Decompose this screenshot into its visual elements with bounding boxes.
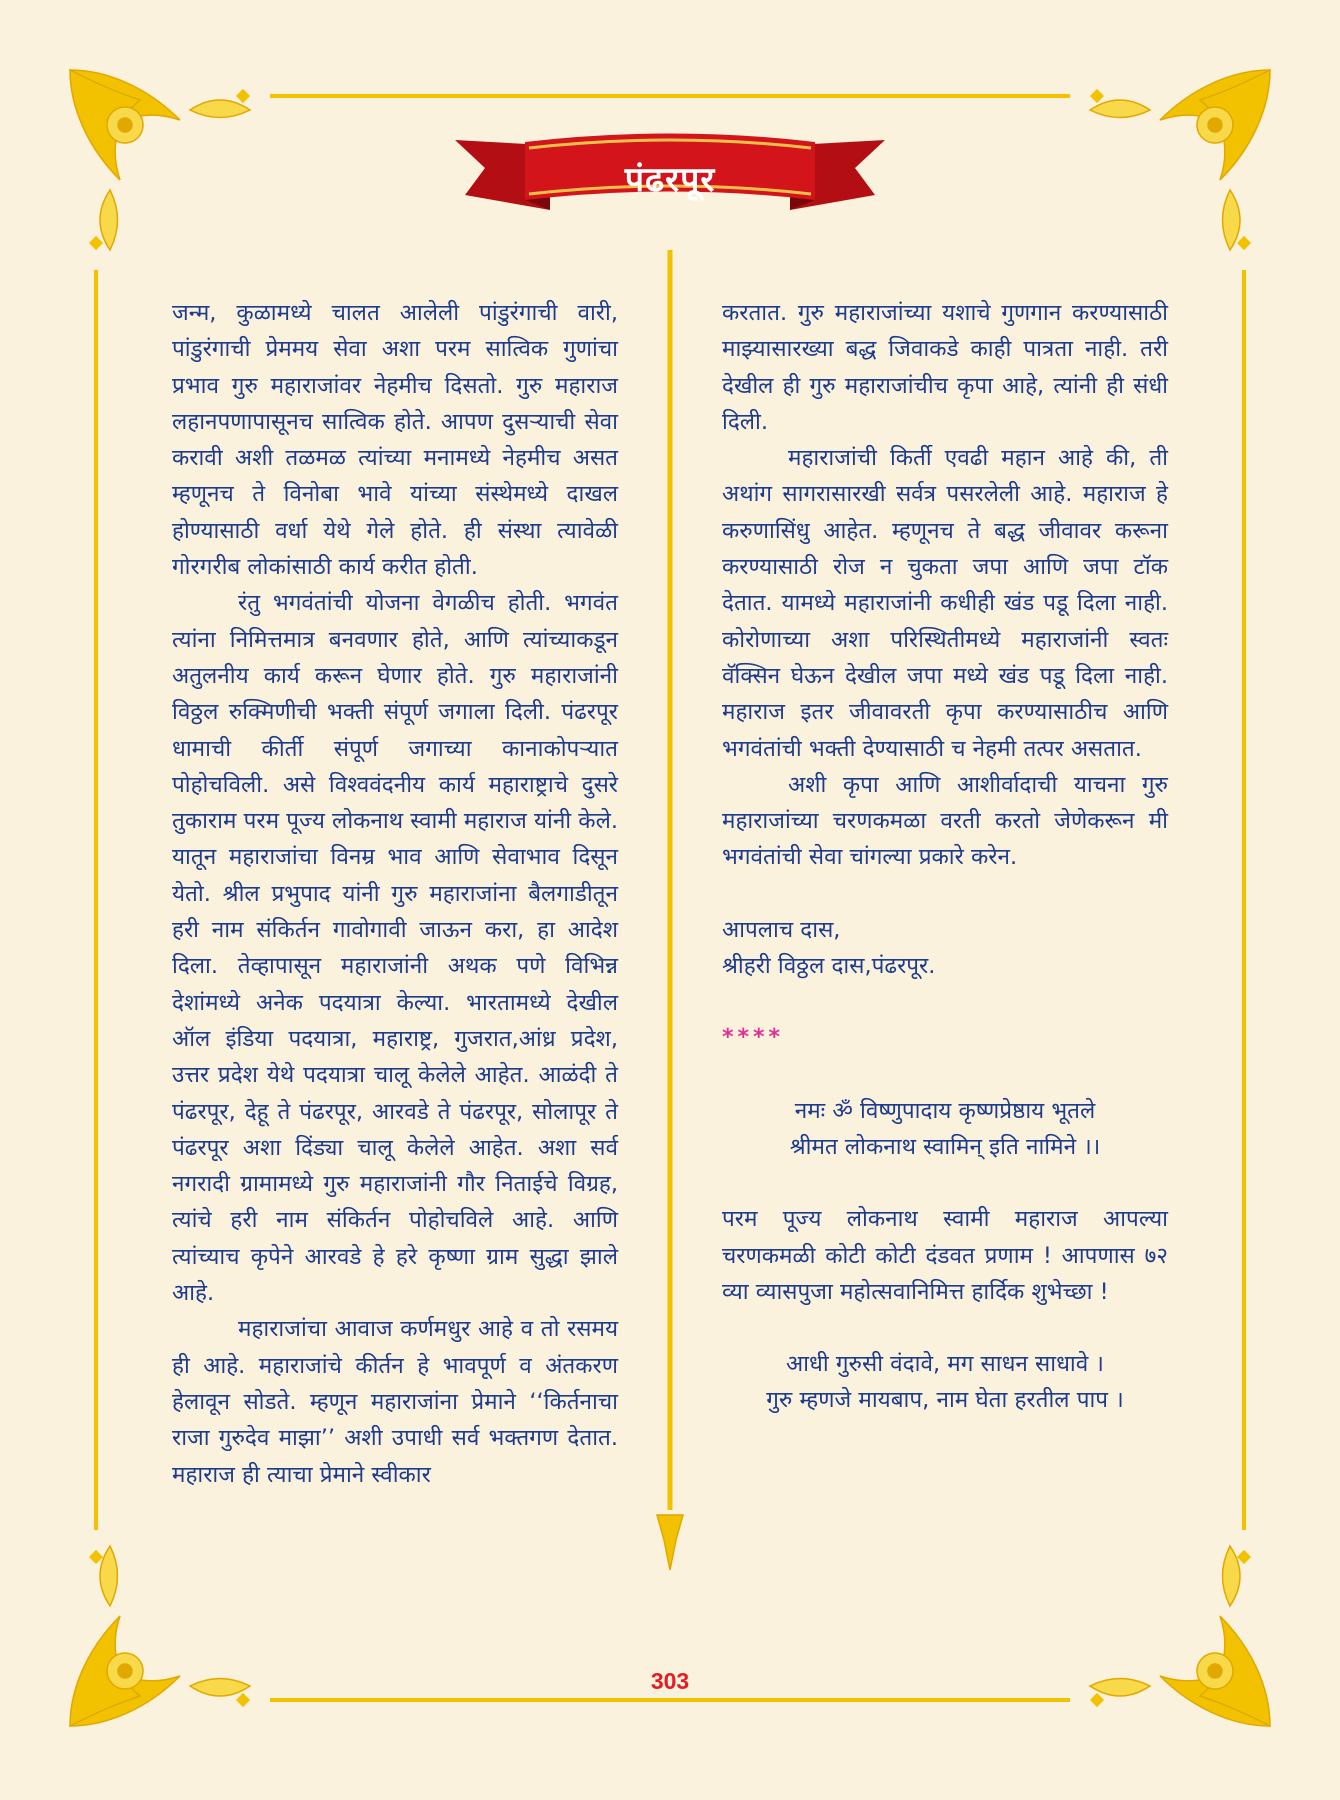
verse-line: नमः ॐ विष्णुपादाय कृष्णप्रेष्ठाय भूतले bbox=[794, 1097, 1096, 1124]
page-number: 303 bbox=[650, 1668, 690, 1694]
closing-verse-line: आधी गुरुसी वंदावे, मग साधन साधावे । bbox=[786, 1351, 1104, 1378]
column-divider bbox=[657, 250, 683, 1570]
signoff-line: आपलाच दास, bbox=[722, 916, 841, 943]
page-title: पंढरपूर bbox=[624, 160, 716, 200]
signoff-name: श्रीहरी विठ्ठल दास,पंढरपूर. bbox=[722, 953, 936, 980]
paragraph: जन्म, कुळामध्ये चालत आलेली पांडुरंगाची वारी, पांडुरंगाची प्रेममय सेवा अशा परम सात्विक गुणांचा प्रभाव गुरु महाराजांवर नेहमीच दिसतो. गुरु महाराज लहानपणापासूनच सात्विक होते. आपण दुसऱ्याची सेवा करावी अशी तळमळ त्यांच्या मनामध्ये नेहमीच असत म्हणूनच ते विनोबा भावे यांच्या संस्थेमध्ये दाखल होण्यासाठी वर्धा येथे गेले होते. ही संस्था त्यावेळी गोरगरीब लोकांसाठी कार्य करीत होती. bbox=[172, 300, 618, 581]
paragraph: अशी कृपा आणि आशीर्वादाची याचना गुरु महाराजांच्या चरणकमळा वरती करतो जेणेकरून मी भगवंतांची सेवा चांगल्या प्रकारे करेन. bbox=[722, 771, 1168, 871]
verse-line: श्रीमत लोकनाथ स्वामिन् इति नामिने ।। bbox=[789, 1133, 1101, 1160]
paragraph: करतात. गुरु महाराजांच्या यशाचे गुणगान करण्यासाठी माझ्यासारख्या बद्ध जिवाकडे काही पात्रता नाही. तरी देखील ही गुरु महाराजांचीच कृपा आहे, त्यांनी ही संधी दिली. bbox=[722, 300, 1168, 435]
greeting-paragraph: परम पूज्य लोकनाथ स्वामी महाराज आपल्या चरणकमळी कोटी कोटी दंडवत प्रणाम ! आपणास ७२ व्या व्यासपुजा महोत्सवानिमित्त हार्दिक शुभेच्छा ! bbox=[722, 1206, 1168, 1305]
paragraph: रंतु भगवंतांची योजना वेगळीच होती. भगवंत त्यांना निमित्तमात्र बनवणार होते, आणि त्यांच्याकडून अतुलनीय कार्य करून घेणार होते. गुरु महाराजांनी विठ्ठल रुक्मिणीची भक्ती संपूर्ण जगाला दिली. पंढरपूर धामाची कीर्ती संपूर्ण जगाच्या कानाकोपऱ्यात पोहोचविली. असे विश्ववंदनीय कार्य महाराष्ट्राचे दुसरे तुकाराम परम पूज्य लोकनाथ स्वामी महाराज यांनी केले. यातून महाराजांचा विनम्र भाव आणि सेवाभाव दिसून येतो. श्रील प्रभुपाद यांनी गुरु महाराजांना बैलगाडीतून हरी नाम संकिर्तन गावोगावी जाऊन करा, हा आदेश दिला. तेव्हापासून महाराजांनी अथक पणे विभिन्न देशांमध्ये अनेक पदयात्रा केल्या. भारतामध्ये देखील ऑल इंडिया पदयात्रा, महाराष्ट्र, गुजरात,आंध्र प्रदेश, उत्तर प्रदेश येथे पदयात्रा चालू केलेले आहेत. आळंदी ते पंढरपूर, देहू ते पंढरपूर, आरवडे ते पंढरपूर, सोलापूर ते पंढरपूर अशा दिंड्या चालू केलेले आहेत. अशा सर्व नगरादी ग्रामामध्ये गुरु महाराजांनी गौर निताईचे विग्रह, त्यांचे हरी नाम संकिर्तन पोहोचविले आहे. आणि त्यांच्याच कृपेने आरवडे हे हरे कृष्णा ग्राम सुद्धा झाले आहे. bbox=[172, 590, 618, 1307]
paragraph: महाराजांचा आवाज कर्णमधुर आहे व तो रसमय ही आहे. महाराजांचे कीर्तन हे भावपूर्ण व अंतकरण हेलावून सोडते. म्हणून महाराजांना प्रेमाने ‘‘किर्तनाचा राजा गुरुदेव माझा’’ अशी उपाधी सर्व भक्तगण देतात. महाराज ही त्याचा प्रेमाने स्वीकार bbox=[172, 1316, 618, 1488]
left-column bbox=[172, 295, 618, 1493]
closing-verse-line: गुरु म्हणजे मायबाप, नाम घेता हरतील पाप । bbox=[766, 1387, 1124, 1414]
right-column bbox=[722, 295, 1168, 1419]
paragraph: महाराजांची किर्ती एवढी महान आहे की, ती अथांग सागरासारखी सर्वत्र पसरलेली आहे. महाराज हे करुणासिंधु आहेत. म्हणूनच ते बद्ध जीवावर करूना करण्यासाठी रोज न चुकता जपा आणि जपा टॉक देतात. यामध्ये महाराजांनी कधीही खंड पडू दिला नाही. कोरोणाच्या अशा परिस्थितीमध्ये महाराजांनी स्वतः वॅक्सिन घेऊन देखील जपा मध्ये खंड पडू दिला नाही. महाराज इतर जीवावरती कृपा करण्यासाठीच आणि भगवंतांची भक्ती देण्यासाठी च नेहमी तत्पर असतात. bbox=[722, 445, 1168, 762]
separator-stars: **** bbox=[722, 1025, 785, 1051]
